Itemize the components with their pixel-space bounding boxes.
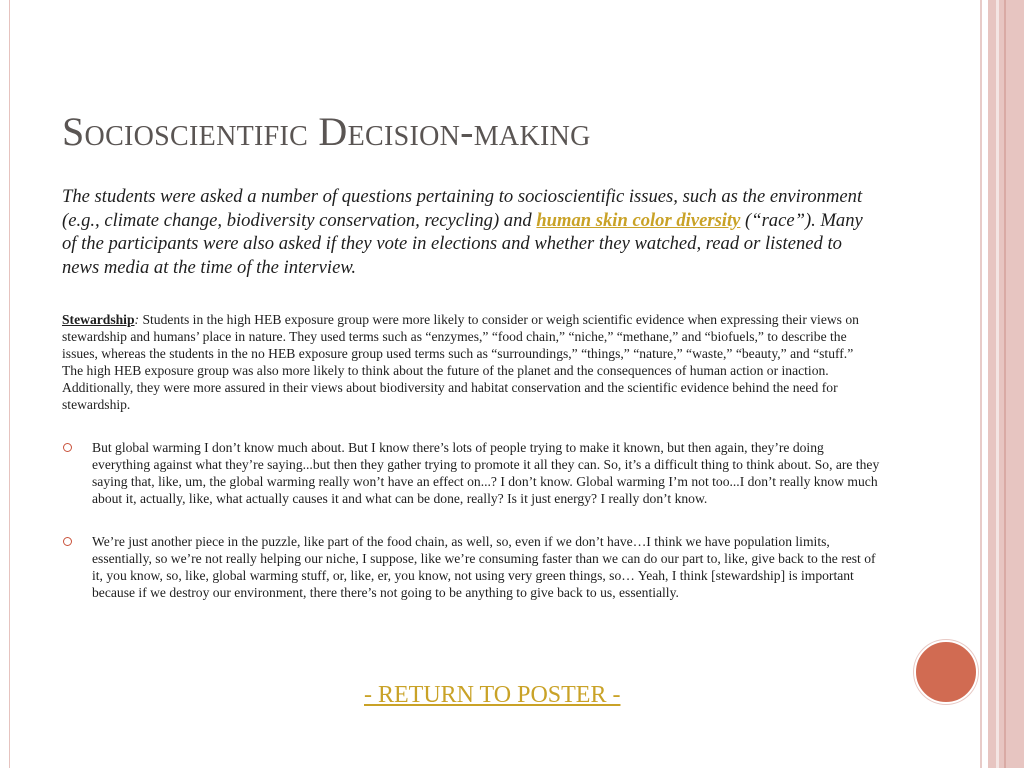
bullet-circle-icon xyxy=(63,443,72,452)
stewardship-paragraph xyxy=(62,311,874,413)
decor-circle xyxy=(914,640,978,704)
stewardship-label: Stewardship xyxy=(62,312,135,327)
quote-item: We’re just another piece in the puzzle, like part of the food chain, as well, so, even if we don’t have…I think we have population limits, essentially, so we’re not really helping our niche, I suppose, like we’re consuming faster than we can do our part to, like, give back to the rest of it, you know, so, like, global warming stuff, or, like, er, you know, not using very green things, so… Yeah, I think [stewardship] is important because if we destroy our environment, there there’s not going to be anything to give back to us, essentially. xyxy=(92,534,876,600)
right-decor-stripe xyxy=(996,0,999,768)
right-decor-stripe-dark xyxy=(1004,0,1006,768)
intro-paragraph xyxy=(62,185,874,279)
right-decor-band xyxy=(988,0,1024,768)
return-to-poster-link[interactable]: - RETURN TO POSTER - xyxy=(364,682,621,708)
intro-text-end: (“race”). Many of the participants were also asked if they vote in elections and whether they watched, read or listened to news media at the time of the interview. xyxy=(62,209,863,278)
stewardship-text: Students in the high HEB exposure group were more likely to consider or weigh scientific evidence when expressing their views on stewardship and humans’ place in nature. They used terms such as “enzymes,” “food chain,” “niche,” “methane,” and “biofuels,” to describe the issues, whereas the students in the no HEB exposure group used terms such as “surroundings,” “things,” “nature,” “waste,” “beauty,” and “stuff.” The high HEB exposure group was also more likely to think about the future of the planet and the consequences of human action or inaction. Additionally, they were more assured in their views about biodiversity and habitat conservation and the scientific evidence behind the need for stewardship. xyxy=(62,312,859,412)
left-border-line xyxy=(9,0,10,768)
bullet-circle-icon xyxy=(63,537,72,546)
right-decor-line xyxy=(980,0,982,768)
intro-text-start: The students were asked a number of questions pertaining to socioscientific issues, such as the environment (e.g., climate change, biodiversity conservation, recycling) and xyxy=(62,186,863,231)
page-title: Socioscientific Decision-making xyxy=(62,109,591,154)
stewardship-colon: : xyxy=(134,312,140,327)
human-skin-color-diversity-link[interactable]: human skin color diversity xyxy=(536,209,741,231)
quote-item: But global warming I don’t know much about. But I know there’s lots of people trying to make it known, but then again, they’re doing everything against what they’re saying...but then they gather trying to promote it all they can. So, it’s a difficult thing to think about. So, are they saying that, like, um, the global warming really won’t have an effect on...? I don’t know. Global warming I’m not too...I don’t really know much about it, actually, like, what actually causes it and what can be done, really? Is it just energy? I really don’t know. xyxy=(92,440,880,506)
